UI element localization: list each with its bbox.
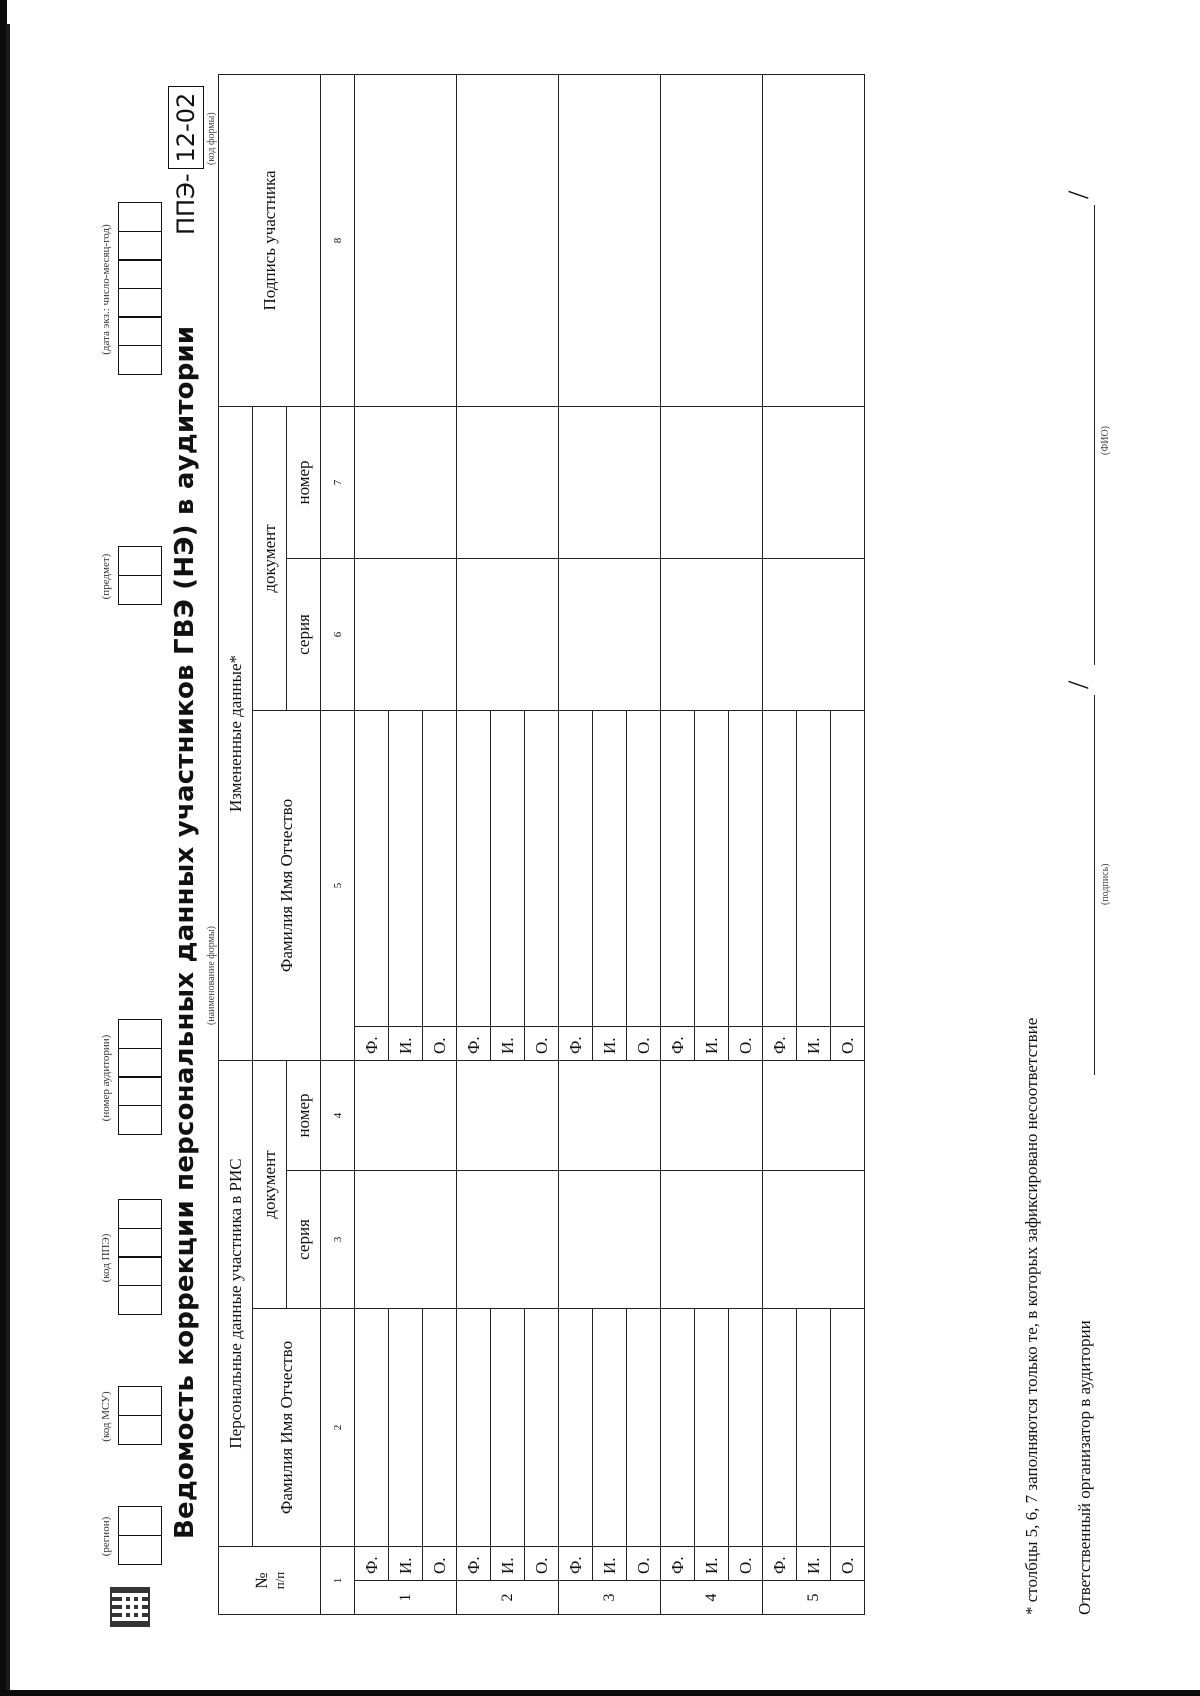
row-number: 3 [559,1581,661,1615]
header-field-caption: (предмет) [100,553,112,600]
changed-fio-cell[interactable] [423,711,457,1027]
ris-fio-cell[interactable] [559,1309,593,1547]
header-input-cell[interactable] [118,1415,162,1445]
form-title: Ведомость коррекции персональных данных участников ГВЭ (НЭ) в аудитории [170,325,200,1539]
ris-series-cell[interactable] [559,1171,661,1309]
ris-fio-cell[interactable] [525,1309,559,1547]
changed-number-cell[interactable] [763,406,865,558]
changed-number-cell[interactable] [457,406,559,558]
ris-series-cell[interactable] [355,1171,457,1309]
ris-fio-cell[interactable] [457,1309,491,1547]
header-input-cell[interactable] [118,1048,162,1078]
header-input-cell[interactable] [118,260,162,290]
header-input-cell[interactable] [118,1228,162,1258]
changed-fio-cell[interactable] [797,711,831,1027]
changed-fio-letter: Ф. [457,1027,491,1061]
ris-number-cell[interactable] [457,1061,559,1171]
signature-cell[interactable] [355,74,457,406]
header-input-cell[interactable] [118,231,162,261]
ris-fio-cell[interactable] [831,1309,865,1547]
header-field-3 [100,1201,162,1315]
ris-series-cell[interactable] [457,1171,559,1309]
ris-number-header: номер [287,1061,321,1171]
changed-fio-cell[interactable] [389,711,423,1027]
header-input-cell[interactable] [118,1535,162,1565]
column-number: 8 [321,74,355,406]
separator-slash: / [1062,680,1095,689]
signature-cell[interactable] [457,74,559,406]
changed-fio-letter: О. [729,1027,763,1061]
changed-fio-cell[interactable] [729,711,763,1027]
ris-fio-cell[interactable] [355,1309,389,1547]
column-number: 4 [321,1061,355,1171]
header-field-caption: (код МСУ) [100,1391,112,1442]
ris-fio-cell[interactable] [593,1309,627,1547]
qr-code-icon [110,1587,150,1627]
ris-fio-cell[interactable] [729,1309,763,1547]
column-number: 3 [321,1171,355,1309]
header-input-cell[interactable] [118,1507,162,1537]
row-number: 5 [763,1581,865,1615]
column-number: 1 [321,1547,355,1615]
fio-letter: И. [491,1547,525,1581]
fio-letter: И. [389,1547,423,1581]
table-row [661,74,695,1614]
changed-number-cell[interactable] [661,406,763,558]
group-ris-header: Персональные данные участника в РИС [219,1061,253,1547]
ris-document-header: документ [253,1061,287,1309]
changed-fio-cell[interactable] [763,711,797,1027]
table-row [559,74,593,1614]
column-numbers-row [321,74,355,1614]
ris-fio-cell[interactable] [389,1309,423,1547]
changed-fio-cell[interactable] [627,711,661,1027]
signature-cell[interactable] [763,74,865,406]
ris-series-cell[interactable] [763,1171,865,1309]
header-field-2 [100,1388,162,1445]
header-input-cell[interactable] [118,547,162,577]
changed-fio-letter: И. [797,1027,831,1061]
changed-number-cell[interactable] [355,406,457,558]
signature-cell[interactable] [559,74,661,406]
changed-series-cell[interactable] [763,559,865,711]
header-input-cell[interactable] [118,1020,162,1050]
column-number: 6 [321,559,355,711]
fio-letter: О. [525,1547,559,1581]
ris-number-cell[interactable] [559,1061,661,1171]
changed-series-cell[interactable] [661,559,763,711]
fio-letter: Ф. [559,1547,593,1581]
organizer-label: Ответственный организатор в аудитории [1075,1320,1094,1615]
fio-letter: О. [729,1547,763,1581]
changed-fio-letter: И. [491,1027,525,1061]
row-number: 2 [457,1581,559,1615]
header-input-cell[interactable] [118,1257,162,1287]
changed-fio-cell[interactable] [593,711,627,1027]
ris-fio-header: Фамилия Имя Отчество [253,1309,321,1547]
changed-fio-cell[interactable] [525,711,559,1027]
ris-number-cell[interactable] [355,1061,457,1171]
ris-fio-cell[interactable] [797,1309,831,1547]
changed-number-header: номер [287,406,321,558]
table-row [763,74,797,1614]
changed-fio-letter: И. [593,1027,627,1061]
fio-letter: Ф. [457,1547,491,1581]
ris-number-cell[interactable] [763,1061,865,1171]
fio-letter: О. [423,1547,457,1581]
header-field-caption: (номер аудитории) [100,1034,112,1122]
ris-fio-cell[interactable] [763,1309,797,1547]
changed-series-header: серия [287,559,321,711]
header-input-cell[interactable] [118,317,162,347]
ris-fio-cell[interactable] [491,1309,525,1547]
col-no-header: № п/п [219,1547,321,1615]
changed-fio-letter: И. [695,1027,729,1061]
form-code-value: 12-02 [168,86,204,170]
column-number: 7 [321,406,355,558]
changed-fio-cell[interactable] [831,711,865,1027]
name-caption: (ФИО) [1100,425,1111,455]
form-sheet [90,55,1150,1635]
form-code-prefix: ППЭ- [172,173,200,235]
header-field-caption: (код ППЭ) [100,1233,112,1283]
header-input-cell[interactable] [118,1077,162,1107]
scan-border-line [6,24,10,1692]
header-input-cell[interactable] [118,288,162,318]
header-input-cell[interactable] [118,1285,162,1315]
fio-letter: И. [695,1547,729,1581]
group-changed-header: Измененные данные* [219,406,253,1060]
changed-fio-letter: Ф. [661,1027,695,1061]
changed-series-cell[interactable] [355,559,457,711]
table-row [355,74,389,1614]
form-code [168,86,204,235]
footnote: * столбцы 5, 6, 7 заполняются только те, в которых зафиксировано несоответствие [1022,1017,1041,1615]
header-input-cell[interactable] [118,1387,162,1417]
ris-fio-cell[interactable] [695,1309,729,1547]
changed-fio-letter: О. [525,1027,559,1061]
ris-number-cell[interactable] [661,1061,763,1171]
signature-caption: (подпись) [1100,863,1111,905]
changed-document-header: документ [253,406,287,710]
changed-fio-cell[interactable] [457,711,491,1027]
header-field-1 [100,1508,162,1565]
form-title-caption: (наименование формы) [206,926,217,1025]
header-field-5 [100,548,162,605]
signature-line [1094,695,1095,1075]
fio-letter: Ф. [763,1547,797,1581]
signature-header: Подпись участника [219,74,321,406]
separator-slash-end: / [1062,190,1095,199]
header-field-caption: (регион) [100,1516,112,1557]
header-field-4 [100,1021,162,1135]
changed-fio-letter: Ф. [559,1027,593,1061]
header-input-cell[interactable] [118,203,162,233]
changed-fio-letter: Ф. [763,1027,797,1061]
header-input-cell[interactable] [118,345,162,375]
changed-fio-letter: О. [423,1027,457,1061]
fio-letter: О. [627,1547,661,1581]
changed-fio-letter: И. [389,1027,423,1061]
changed-fio-letter: Ф. [355,1027,389,1061]
fio-letter: И. [797,1547,831,1581]
changed-fio-header: Фамилия Имя Отчество [253,711,321,1061]
changed-series-cell[interactable] [559,559,661,711]
changed-fio-letter: О. [627,1027,661,1061]
row-number: 4 [661,1581,763,1615]
header-input-cell[interactable] [118,1200,162,1230]
changed-fio-cell[interactable] [491,711,525,1027]
changed-fio-cell[interactable] [355,711,389,1027]
fio-letter: О. [831,1547,865,1581]
row-number: 1 [355,1581,457,1615]
changed-fio-cell[interactable] [661,711,695,1027]
header-field-6 [100,204,162,375]
ris-fio-cell[interactable] [423,1309,457,1547]
header-input-cell[interactable] [118,1105,162,1135]
form-code-caption: (код формы) [206,112,217,165]
correction-table [218,74,865,1615]
changed-fio-cell[interactable] [695,711,729,1027]
ris-series-cell[interactable] [661,1171,763,1309]
ris-fio-cell[interactable] [661,1309,695,1547]
name-line [1094,205,1095,665]
column-number: 2 [321,1309,355,1547]
fio-letter: Ф. [661,1547,695,1581]
changed-fio-letter: О. [831,1027,865,1061]
changed-series-cell[interactable] [457,559,559,711]
header-input-cell[interactable] [118,575,162,605]
ris-fio-cell[interactable] [627,1309,661,1547]
changed-fio-cell[interactable] [559,711,593,1027]
fio-letter: Ф. [355,1547,389,1581]
column-number: 5 [321,711,355,1061]
table-row [457,74,491,1614]
fio-letter: И. [593,1547,627,1581]
ris-series-header: серия [287,1171,321,1309]
signature-cell[interactable] [661,74,763,406]
changed-number-cell[interactable] [559,406,661,558]
header-field-caption: (дата экз.: число-месяц-год) [100,224,112,355]
scan-edge-bottom [0,1690,1200,1696]
